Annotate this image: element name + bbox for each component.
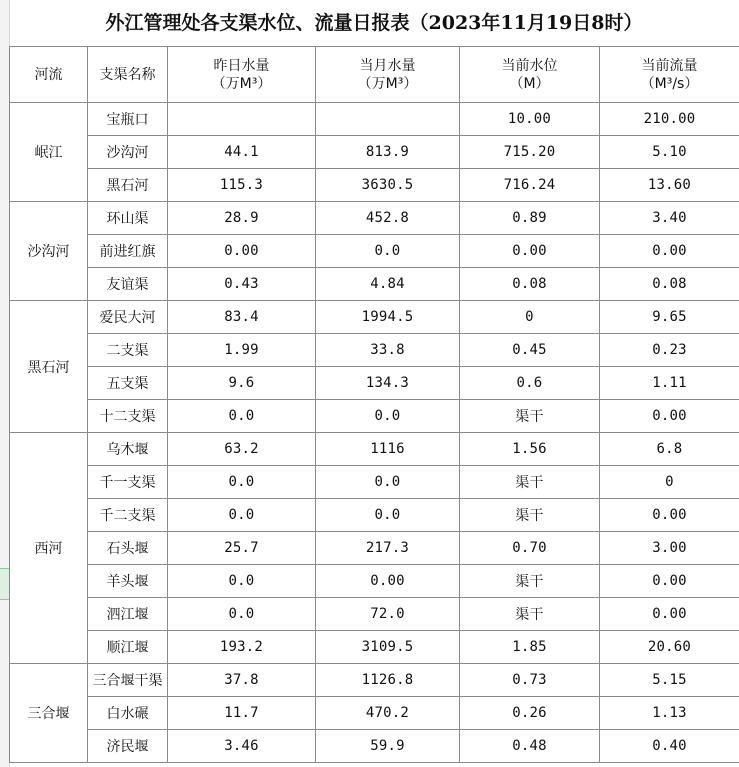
canal-name-cell[interactable]: 前进红旗 [88,235,168,268]
canal-name-cell[interactable]: 二支渠 [88,334,168,367]
table-row [10,235,739,268]
canal-name-cell[interactable]: 济民堰 [88,730,168,763]
current-level-cell[interactable]: 0.26 [460,697,600,730]
yesterday-volume-cell[interactable]: 0.43 [168,268,316,301]
table-row [10,169,739,202]
yesterday-volume-cell[interactable]: 0.0 [168,466,316,499]
table-row [10,565,739,598]
current-level-cell[interactable]: 渠干 [460,499,600,532]
current-flow-cell[interactable]: 20.60 [600,631,739,664]
header-yesterday-label: 昨日水量 [213,57,270,74]
yesterday-volume-cell[interactable]: 193.2 [168,631,316,664]
table-row [10,103,739,136]
table-row [10,202,739,235]
river-cell[interactable]: 黑石河 [10,301,88,433]
canal-name-cell[interactable]: 羊头堰 [88,565,168,598]
current-level-cell[interactable]: 0.48 [460,730,600,763]
river-cell[interactable]: 沙沟河 [10,202,88,301]
table-row [10,664,739,697]
month-volume-cell[interactable]: 1994.5 [316,301,460,334]
table-row [10,433,739,466]
month-volume-cell[interactable]: 4.84 [316,268,460,301]
canal-name-cell[interactable]: 环山渠 [88,202,168,235]
current-level-cell[interactable]: 0.6 [460,367,600,400]
month-volume-cell[interactable]: 452.8 [316,202,460,235]
canal-name-cell[interactable]: 三合堰干渠 [88,664,168,697]
canal-name-cell[interactable]: 友谊渠 [88,268,168,301]
current-level-cell[interactable]: 渠干 [460,598,600,631]
yesterday-volume-cell[interactable]: 83.4 [168,301,316,334]
yesterday-volume-cell[interactable]: 63.2 [168,433,316,466]
table-row [10,532,739,565]
current-flow-cell[interactable]: 3.40 [600,202,739,235]
current-flow-cell[interactable]: 5.15 [600,664,739,697]
canal-name-cell[interactable]: 五支渠 [88,367,168,400]
canal-name-cell[interactable]: 宝瓶口 [88,103,168,136]
header-level-label: 当前水位 [501,57,558,74]
report-table [9,46,739,763]
header-flow-unit: （M³/s） [640,75,699,92]
current-flow-cell[interactable]: 5.10 [600,136,739,169]
canal-name-cell[interactable]: 泗江堰 [88,598,168,631]
current-flow-cell[interactable]: 0.00 [600,598,739,631]
header-river[interactable]: 河流 [10,47,88,103]
table-row [10,499,739,532]
report-title: 外江管理处各支渠水位、流量日报表（2023年11月19日8时） [105,12,643,34]
current-level-cell[interactable]: 渠干 [460,466,600,499]
canal-name-cell[interactable]: 千二支渠 [88,499,168,532]
current-flow-cell[interactable]: 3.00 [600,532,739,565]
month-volume-cell[interactable]: 1116 [316,433,460,466]
header-month-label: 当月水量 [359,57,416,74]
table-row [10,697,739,730]
header-level-unit: （M） [509,75,550,92]
current-level-cell[interactable]: 1.56 [460,433,600,466]
yesterday-volume-cell[interactable]: 0.0 [168,565,316,598]
header-current-level[interactable] [460,47,600,103]
current-flow-cell[interactable]: 1.13 [600,697,739,730]
current-level-cell[interactable]: 渠干 [460,565,600,598]
month-volume-cell[interactable]: 134.3 [316,367,460,400]
month-volume-cell[interactable]: 33.8 [316,334,460,367]
river-cell[interactable]: 三合堰 [10,664,88,763]
header-month-unit: （万M³） [357,75,418,92]
current-flow-cell[interactable]: 0.00 [600,400,739,433]
current-level-cell[interactable]: 0.45 [460,334,600,367]
current-level-cell[interactable]: 715.20 [460,136,600,169]
month-volume-cell[interactable]: 0.0 [316,499,460,532]
current-level-cell[interactable]: 0.70 [460,532,600,565]
yesterday-volume-cell[interactable]: 11.7 [168,697,316,730]
current-flow-cell[interactable]: 0.00 [600,565,739,598]
month-volume-cell[interactable]: 217.3 [316,532,460,565]
table-row [10,598,739,631]
month-volume-cell[interactable]: 0.0 [316,235,460,268]
header-canal[interactable]: 支渠名称 [88,47,168,103]
canal-name-cell[interactable]: 爱民大河 [88,301,168,334]
current-flow-cell[interactable]: 0.00 [600,499,739,532]
month-volume-cell[interactable]: 0.0 [316,466,460,499]
canal-name-cell[interactable]: 十二支渠 [88,400,168,433]
current-flow-cell[interactable]: 0.23 [600,334,739,367]
canal-name-cell[interactable]: 千一支渠 [88,466,168,499]
month-volume-cell[interactable]: 3630.5 [316,169,460,202]
month-volume-cell[interactable] [316,103,460,136]
month-volume-cell[interactable]: 470.2 [316,697,460,730]
current-level-cell[interactable]: 0.73 [460,664,600,697]
yesterday-volume-cell[interactable]: 115.3 [168,169,316,202]
month-volume-cell[interactable]: 0.0 [316,400,460,433]
table-row [10,466,739,499]
yesterday-volume-cell[interactable]: 0.00 [168,235,316,268]
current-level-cell[interactable]: 0.89 [460,202,600,235]
header-yesterday-unit: （万M³） [211,75,272,92]
table-row [10,301,739,334]
selected-row-marker [0,568,9,600]
yesterday-volume-cell[interactable]: 25.7 [168,532,316,565]
current-flow-cell[interactable]: 9.65 [600,301,739,334]
yesterday-volume-cell[interactable]: 44.1 [168,136,316,169]
header-flow-label: 当前流量 [641,57,698,74]
month-volume-cell[interactable]: 59.9 [316,730,460,763]
current-flow-cell[interactable]: 210.00 [600,103,739,136]
table-row [10,400,739,433]
yesterday-volume-cell[interactable]: 1.99 [168,334,316,367]
canal-name-cell[interactable]: 黑石河 [88,169,168,202]
yesterday-volume-cell[interactable]: 0.0 [168,400,316,433]
canal-name-cell[interactable]: 乌木堰 [88,433,168,466]
header-current-flow[interactable] [600,47,739,103]
canal-name-cell[interactable]: 白水碾 [88,697,168,730]
yesterday-volume-cell[interactable]: 3.46 [168,730,316,763]
yesterday-volume-cell[interactable]: 9.6 [168,367,316,400]
current-flow-cell[interactable]: 0 [600,466,739,499]
table-row [10,136,739,169]
header-yesterday-volume[interactable] [168,47,316,103]
month-volume-cell[interactable]: 3109.5 [316,631,460,664]
current-flow-cell[interactable]: 6.8 [600,433,739,466]
current-flow-cell[interactable]: 0.00 [600,235,739,268]
report-table-body [10,103,739,763]
current-flow-cell[interactable]: 0.40 [600,730,739,763]
current-flow-cell[interactable]: 0.08 [600,268,739,301]
yesterday-volume-cell[interactable] [168,103,316,136]
current-level-cell[interactable]: 0 [460,301,600,334]
current-level-cell[interactable]: 0.00 [460,235,600,268]
table-row [10,730,739,763]
current-level-cell[interactable]: 716.24 [460,169,600,202]
current-level-cell[interactable]: 1.85 [460,631,600,664]
canal-name-cell[interactable]: 顺江堰 [88,631,168,664]
header-month-volume[interactable] [316,47,460,103]
current-level-cell[interactable]: 10.00 [460,103,600,136]
month-volume-cell[interactable]: 72.0 [316,598,460,631]
river-cell[interactable]: 岷江 [10,103,88,202]
current-flow-cell[interactable]: 1.11 [600,367,739,400]
table-row [10,631,739,664]
table-row [10,268,739,301]
yesterday-volume-cell[interactable]: 0.0 [168,499,316,532]
canal-name-cell[interactable]: 石头堰 [88,532,168,565]
yesterday-volume-cell[interactable]: 0.0 [168,598,316,631]
yesterday-volume-cell[interactable]: 37.8 [168,664,316,697]
current-level-cell[interactable]: 渠干 [460,400,600,433]
month-volume-cell[interactable]: 1126.8 [316,664,460,697]
yesterday-volume-cell[interactable]: 28.9 [168,202,316,235]
table-row [10,334,739,367]
current-level-cell[interactable]: 0.08 [460,268,600,301]
month-volume-cell[interactable]: 813.9 [316,136,460,169]
table-row [10,367,739,400]
canal-name-cell[interactable]: 沙沟河 [88,136,168,169]
current-flow-cell[interactable]: 13.60 [600,169,739,202]
header-row [10,47,739,103]
river-cell[interactable]: 西河 [10,433,88,664]
month-volume-cell[interactable]: 0.00 [316,565,460,598]
